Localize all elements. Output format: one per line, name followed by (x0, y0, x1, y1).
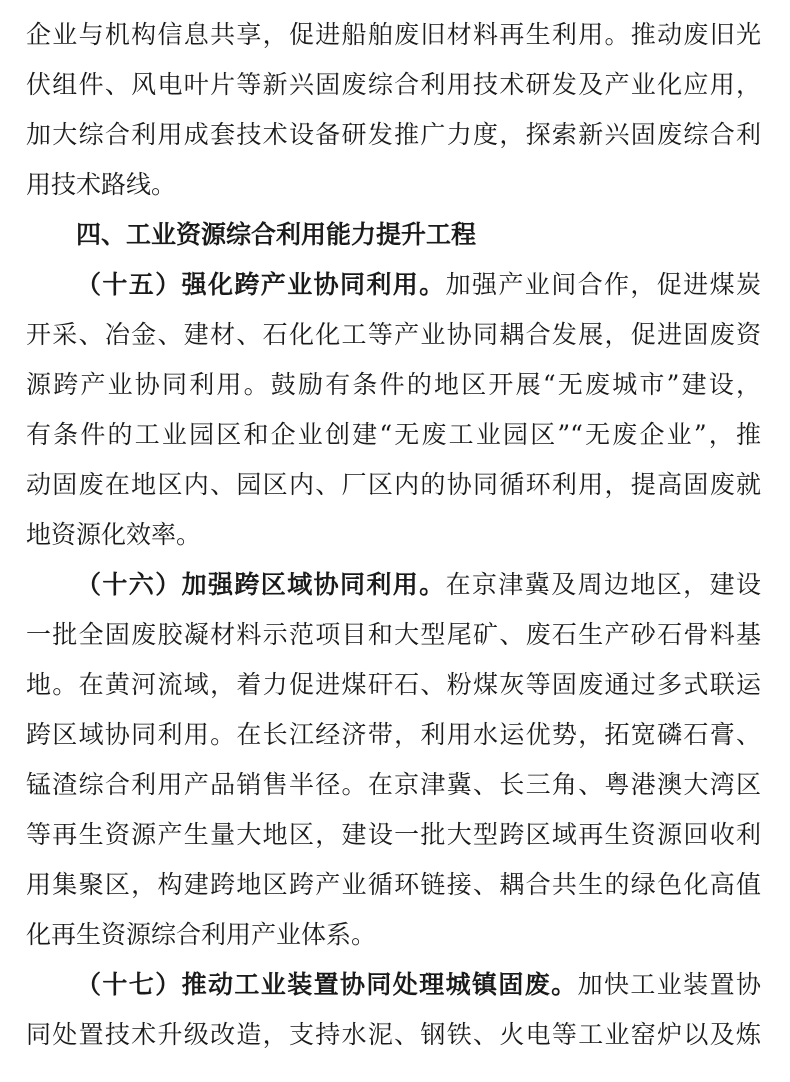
body-text-line: 跨区域协同利用。在长江经济带，利用水运优势，拓宽磷石膏、 (26, 720, 761, 749)
body-text-line: 等再生资源产生量大地区，建设一批大型跨区域再生资源回收利 (26, 820, 761, 849)
paragraph-first-line (76, 967, 761, 1003)
body-text-line: 同处置技术升级改造，支持水泥、钢铁、火电等工业窑炉以及炼 (26, 1020, 761, 1049)
body-text-line: 企业与机构信息共享，促进船舶废旧材料再生利用。推动废旧光 (26, 20, 761, 49)
paragraph-text: 在京津冀及周边地区，建设 (445, 570, 761, 599)
body-text-line: 有条件的工业园区和企业创建“无废工业园区”“无废企业”，推 (26, 420, 761, 449)
body-text-line: 开采、冶金、建材、石化化工等产业协同耦合发展，促进固废资 (26, 320, 761, 349)
section-heading: 四、工业资源综合利用能力提升工程 (76, 220, 477, 249)
body-text-line: 地。在黄河流域，着力促进煤矸石、粉煤灰等固废通过多式联运 (26, 670, 761, 699)
paragraph-lead-title: （十五）强化跨产业协同利用。 (76, 270, 446, 299)
body-text-line: 源跨产业协同利用。鼓励有条件的地区开展“无废城市”建设， (26, 370, 761, 399)
body-text-line: 用集聚区，构建跨地区跨产业循环链接、耦合共生的绿色化高值 (26, 870, 761, 899)
body-text-line: 伏组件、风电叶片等新兴固废综合利用技术研发及产业化应用， (26, 70, 761, 99)
body-text-line: 一批全固废胶凝材料示范项目和大型尾矿、废石生产砂石骨料基 (26, 620, 761, 649)
body-text-line: 化再生资源综合利用产业体系。 (26, 920, 377, 949)
paragraph-first-line (76, 567, 761, 603)
body-text-line: 锰渣综合利用产品销售半径。在京津冀、长三角、粤港澳大湾区 (26, 770, 761, 799)
body-text-line: 动固废在地区内、园区内、厂区内的协同循环利用，提高固废就 (26, 470, 761, 499)
paragraph-text: 加快工业装置协 (577, 970, 761, 999)
paragraph-lead-title: （十六）加强跨区域协同利用。 (76, 570, 446, 599)
body-text-line: 用技术路线。 (26, 170, 177, 199)
body-text-line: 加大综合利用成套技术设备研发推广力度，探索新兴固废综合利 (26, 120, 761, 149)
paragraph-lead-title: （十七）推动工业装置协同处理城镇固废。 (76, 970, 578, 999)
paragraph-text: 加强产业间合作，促进煤炭 (445, 270, 761, 299)
body-text-line: 地资源化效率。 (26, 520, 202, 549)
paragraph-first-line (76, 267, 761, 303)
